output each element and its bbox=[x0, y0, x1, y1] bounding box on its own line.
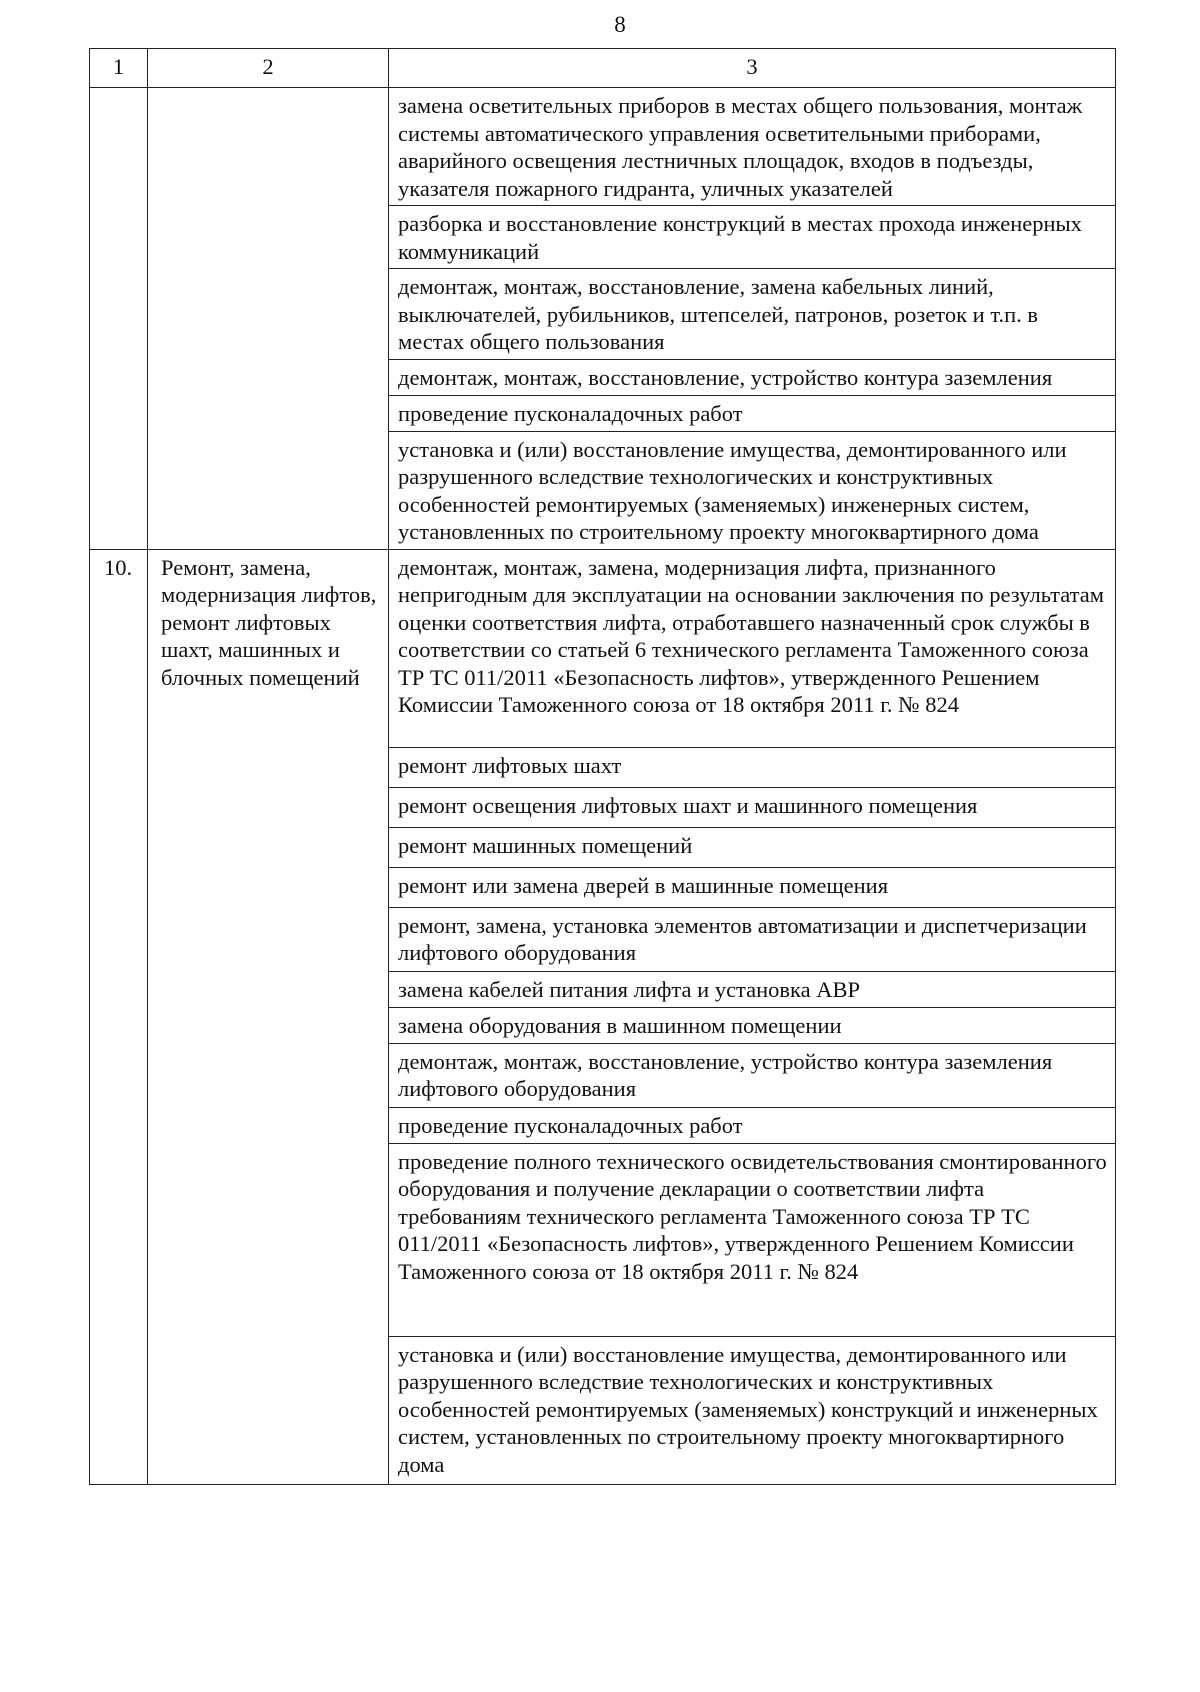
work-item: демонтаж, монтаж, восстановление, устройство контура заземления bbox=[389, 359, 1116, 395]
work-item: демонтаж, монтаж, восстановление, замена кабельных линий, выключателей, рубильников, штепселей, патронов, розеток и т.п. в местах общего пользования bbox=[389, 269, 1116, 360]
work-item: демонтаж, монтаж, замена, модернизация лифта, признанного непригодным для эксплуатации на основании заключения по результатам оценки соответствия лифта, отработавшего назначенный срок службы в соответствии со статьей 6 технического регламента Таможенного союза ТР ТС 011/2011 «Безопасность лифтов», утвержденного Решением Комиссии Таможенного союза от 18 октября 2011 г. № 824 bbox=[389, 549, 1116, 747]
work-item: замена кабелей питания лифта и установка АВР bbox=[389, 971, 1116, 1007]
work-item: замена оборудования в машинном помещении bbox=[389, 1007, 1116, 1043]
table-row bbox=[90, 88, 1116, 206]
works-table bbox=[89, 48, 1116, 1485]
work-item: ремонт лифтовых шахт bbox=[389, 747, 1116, 787]
work-item: замена осветительных приборов в местах общего пользования, монтаж системы автоматического управления осветительными приборами, аварийного освещения лестничных площадок, входов в подъезды, указателя пожарного гидранта, уличных указателей bbox=[389, 88, 1116, 206]
page-number: 8 bbox=[614, 12, 626, 37]
table-row bbox=[90, 549, 1116, 747]
empty-title-cell bbox=[148, 88, 389, 550]
empty-number-cell bbox=[90, 88, 148, 550]
work-item: ремонт, замена, установка элементов автоматизации и диспетчеризации лифтового оборудования bbox=[389, 907, 1116, 971]
work-item: ремонт машинных помещений bbox=[389, 827, 1116, 867]
header-col-1: 1 bbox=[90, 49, 148, 88]
section-number: 10. bbox=[90, 549, 148, 1484]
work-item: ремонт или замена дверей в машинные помещения bbox=[389, 867, 1116, 907]
work-item: установка и (или) восстановление имущества, демонтированного или разрушенного вследствие технологических и конструктивных особенностей ремонтируемых (заменяемых) инженерных систем, установленных по строительному проекту многоквартирного дома bbox=[389, 431, 1116, 549]
section-title: Ремонт, замена, модернизация лифтов, ремонт лифтовых шахт, машинных и блочных помещений bbox=[148, 549, 389, 1484]
work-item: проведение пусконаладочных работ bbox=[389, 395, 1116, 431]
header-col-3: 3 bbox=[389, 49, 1116, 88]
table-header-row bbox=[90, 49, 1116, 88]
work-item: установка и (или) восстановление имущества, демонтированного или разрушенного вследствие технологических и конструктивных особенностей ремонтируемых (заменяемых) конструкций и инженерных систем, установленных по строительному проекту многоквартирного дома bbox=[389, 1336, 1116, 1484]
work-item: проведение полного технического освидетельствования смонтированного оборудования и получение декларации о соответствии лифта требованиям технического регламента Таможенного союза ТР ТС 011/2011 «Безопасность лифтов», утвержденного Решением Комиссии Таможенного союза от 18 октября 2011 г. № 824 bbox=[389, 1143, 1116, 1336]
work-item: демонтаж, монтаж, восстановление, устройство контура заземления лифтового оборудования bbox=[389, 1043, 1116, 1107]
work-item: проведение пусконаладочных работ bbox=[389, 1107, 1116, 1143]
work-item: ремонт освещения лифтовых шахт и машинного помещения bbox=[389, 787, 1116, 827]
work-item: разборка и восстановление конструкций в местах прохода инженерных коммуникаций bbox=[389, 206, 1116, 269]
header-col-2: 2 bbox=[148, 49, 389, 88]
